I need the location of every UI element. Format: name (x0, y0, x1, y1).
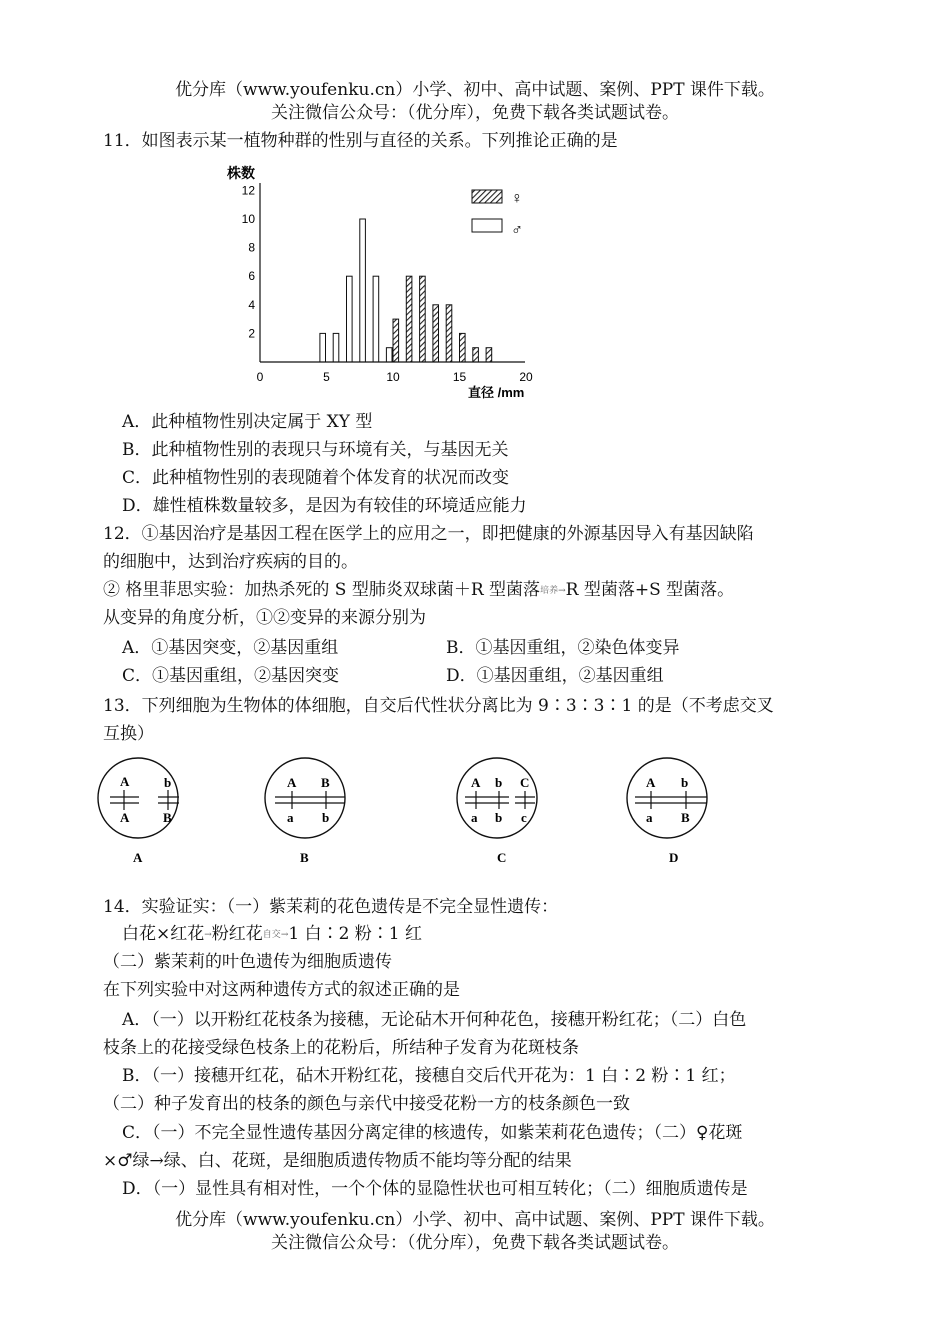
cell-c (457, 758, 537, 865)
q12-option-b: B．①基因重组，②染色体变异 (446, 638, 680, 658)
q12-stem-1: 12．①基因治疗是基因工程在医学上的应用之一，即把健康的外源基因导入有基因缺陷 (103, 524, 754, 544)
legend-female-label: ♀ (511, 190, 523, 207)
cell-d (627, 758, 707, 865)
cell-b-label: B (300, 850, 309, 865)
header-line-1: 优分库（www.youfenku.cn）小学、初中、高中试题、案例、PPT 课件下载。 (175, 80, 775, 100)
male-bar (373, 276, 379, 362)
cell-a (98, 758, 179, 865)
female-bar (460, 333, 466, 362)
female-bar (420, 276, 426, 362)
q12-option-a: A．①基因突变，②基因重组 (122, 638, 339, 658)
cell-b-gene-2: B (321, 775, 330, 790)
q12-option-c: C．①基因重组，②基因突变 (122, 666, 340, 686)
female-bar (406, 276, 412, 362)
q14-option-c-1: C．（一）不完全显性遗传基因分离定律的核遗传，如紫茉莉花色遗传；（二）♀花斑 (122, 1123, 743, 1143)
cell-b-gene-3: a (287, 810, 294, 825)
cell-a-gene-3: A (120, 810, 130, 825)
cell-c-label: C (497, 850, 507, 865)
footer-line-1: 优分库（www.youfenku.cn）小学、初中、高中试题、案例、PPT 课件下载。 (175, 1210, 775, 1230)
chart-xlabel: 直径 /mm (468, 385, 525, 400)
cell-c-gene-3: C (520, 775, 530, 790)
q14-cross (122, 922, 422, 947)
x-tick-label: 15 (452, 370, 467, 384)
q11-option-c: C．此种植物性别的表现随着个体发育的状况而改变 (122, 468, 510, 488)
q14-arrow-1: → (204, 929, 212, 940)
legend-male-label: ♂ (511, 222, 523, 239)
q14-arrow-2: 自交→ (262, 929, 289, 940)
q13-stem-1: 13．下列细胞为生物体的体细胞，自交后代性状分离比为 9∶3∶3∶1 的是（不考虑交叉 (103, 696, 774, 716)
cell-b (265, 758, 345, 865)
chart-ylabel: 株数 (227, 165, 255, 181)
footer-line-2: 关注微信公众号：（优分库），免费下载各类试题试卷。 (271, 1233, 679, 1253)
female-bar (433, 305, 439, 362)
female-bar (486, 348, 492, 362)
y-tick-label: 8 (248, 240, 255, 255)
y-tick-label: 2 (248, 326, 255, 341)
y-tick-label: 10 (241, 212, 255, 226)
q12-arrow: 培养→ (540, 585, 566, 596)
cell-c-gene-1: A (471, 775, 481, 790)
y-tick-label: 6 (248, 269, 255, 284)
q14-option-a-1: A．（一）以开粉红花枝条为接穗，无论砧木开何种花色，接穗开粉红花；（二）白色 (122, 1010, 747, 1030)
cell-d-label: D (669, 850, 679, 865)
q14-cross-parents: 白花×红花 (122, 924, 205, 944)
header-line-2: 关注微信公众号：（优分库），免费下载各类试题试卷。 (271, 103, 679, 123)
male-bar (386, 348, 392, 362)
q12-arrow-label: 培养 (540, 585, 559, 596)
cell-a-label: A (133, 850, 143, 865)
q14-option-a-2: 枝条上的花接受绿色枝条上的花粉后，所结种子发育为花斑枝条 (103, 1038, 579, 1058)
male-bar (347, 276, 353, 362)
q12-stem-3b: R 型菌落+S 型菌落。 (565, 580, 735, 600)
q14-stem-2: （二）紫茉莉的叶色遗传为细胞质遗传 (103, 952, 392, 972)
q13-stem-2: 互换） (103, 724, 154, 744)
q14-option-b-2: （二）种子发育出的枝条的颜色与亲代中接受花粉一方的枝条颜色一致 (103, 1094, 630, 1114)
male-bar (360, 219, 366, 362)
q12-stem-4: 从变异的角度分析，①②变异的来源分别为 (103, 608, 426, 628)
x-tick-label: 5 (323, 370, 330, 384)
q11-stem: 11．如图表示某一植物种群的性别与直径的关系。下列推论正确的是 (103, 131, 618, 151)
q12-stem-3 (103, 578, 734, 603)
q14-option-c-2: ×♂绿→绿、白、花斑，是细胞质遗传物质不能均等分配的结果 (103, 1151, 572, 1171)
q12-stem-3a: ② 格里菲思实验：加热杀死的 S 型肺炎双球菌＋R 型菌落 (103, 580, 541, 600)
female-bar (446, 305, 452, 362)
q11-option-a: A．此种植物性别决定属于 XY 型 (122, 412, 373, 432)
male-bar (333, 333, 339, 362)
q14-arrow-label: 自交 (262, 929, 281, 940)
cell-d-gene-3: a (646, 810, 653, 825)
x-tick-label: 20 (519, 370, 533, 384)
male-bar (320, 333, 326, 362)
q13-cell-diagrams (95, 752, 735, 872)
q14-option-b-1: B．（一）接穗开红花，砧木开粉红花，接穗自交后代开花为：1 白∶2 粉∶1 红； (122, 1066, 736, 1086)
q14-stem-1: 14．实验证实：（一）紫茉莉的花色遗传是不完全显性遗传： (103, 897, 559, 917)
q12-option-d: D．①基因重组，②基因重组 (446, 666, 664, 686)
cell-a-gene-1: A (120, 774, 130, 789)
female-bar (473, 348, 479, 362)
q14-cross-f1: 粉红花 (211, 924, 263, 944)
cell-c-gene-6: c (521, 810, 527, 825)
cell-c-gene-4: a (471, 810, 478, 825)
q11-histogram (215, 155, 545, 405)
cell-a-gene-4: B (163, 810, 172, 825)
q14-cross-f2: 1 白∶2 粉∶1 红 (288, 924, 423, 944)
cell-d-gene-1: A (646, 775, 656, 790)
y-tick-label: 4 (248, 297, 255, 312)
cell-c-gene-2: b (495, 775, 503, 790)
q14-option-d-1: D．（一）显性具有相对性，一个个体的显隐性状也可相互转化；（二）细胞质遗传是 (122, 1179, 748, 1199)
q12-stem-2: 的细胞中，达到治疗疾病的目的。 (103, 552, 358, 572)
q11-option-b: B．此种植物性别的表现只与环境有关，与基因无关 (122, 440, 509, 460)
cell-b-gene-1: A (287, 775, 297, 790)
legend-male-swatch (472, 219, 502, 232)
cell-b-gene-4: b (322, 810, 330, 825)
legend-female-swatch (472, 190, 502, 203)
y-tick-label: 12 (241, 183, 255, 198)
q14-stem-3: 在下列实验中对这两种遗传方式的叙述正确的是 (103, 980, 460, 1000)
female-bar (393, 319, 399, 362)
cell-d-gene-4: B (681, 810, 690, 825)
cell-a-gene-2: b (164, 775, 172, 790)
x-tick-label: 0 (256, 370, 264, 384)
x-tick-label: 10 (386, 370, 400, 384)
cell-d-gene-2: b (681, 775, 689, 790)
q11-option-d: D．雄性植株数量较多，是因为有较佳的环境适应能力 (122, 496, 527, 516)
cell-c-gene-5: b (495, 810, 503, 825)
